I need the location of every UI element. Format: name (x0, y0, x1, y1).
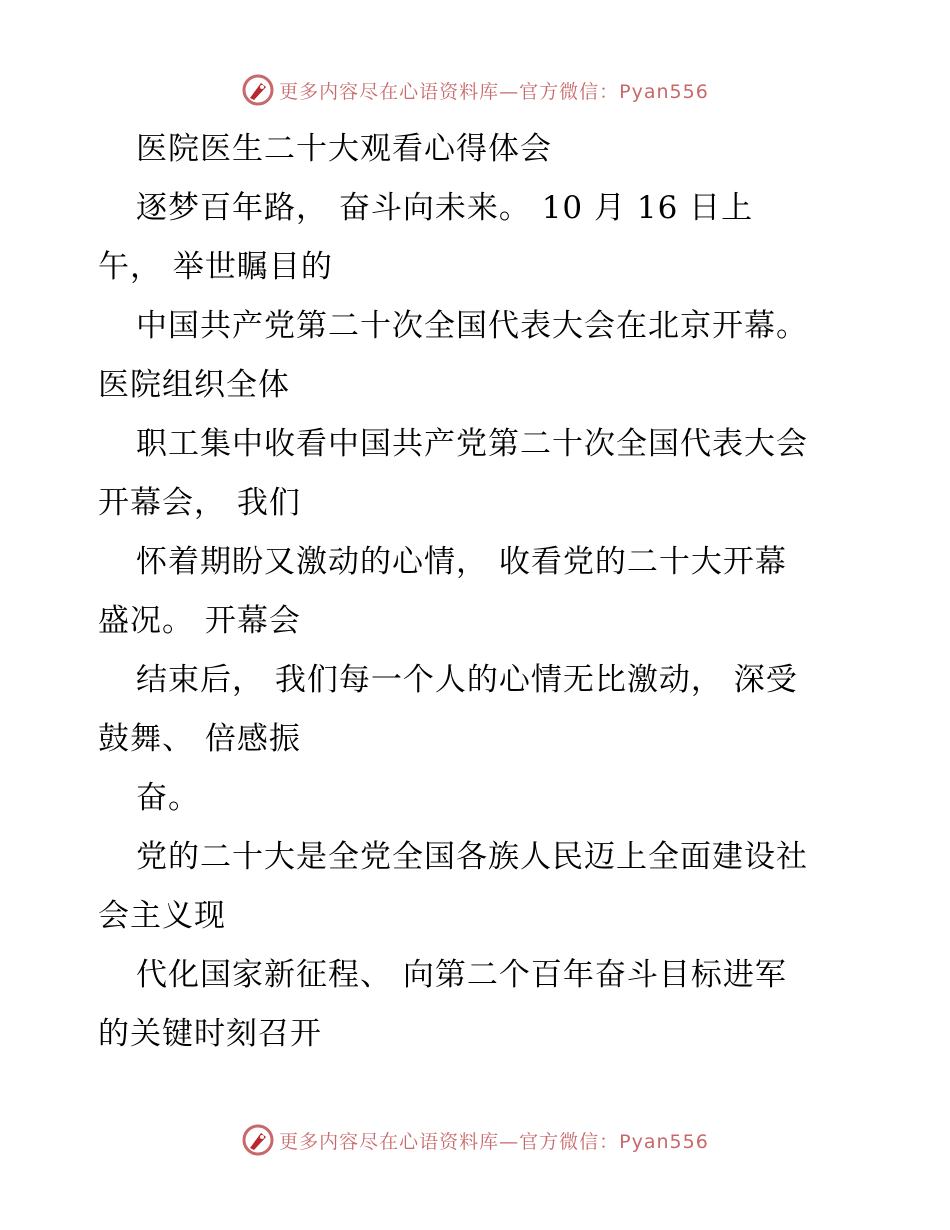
text-line: 开幕会， 我们 (98, 485, 301, 521)
pen-nib-logo-icon (241, 1123, 275, 1157)
text-line: 代化国家新征程、 向第二个百年奋斗目标进军 (136, 957, 787, 993)
text-line: 盛况。 开幕会 (98, 603, 301, 639)
footer-banner (0, 1120, 950, 1160)
header-banner-label: 更多内容尽在心语资料库—官方微信： (279, 80, 620, 103)
text-line: 会主义现 (98, 898, 226, 934)
text-line: 怀着期盼又激动的心情， 收看党的二十大开幕 (136, 544, 787, 580)
header-wechat-handle: Pyan556 (619, 80, 709, 103)
header-banner-text (279, 77, 709, 104)
text-line: 奋。 (136, 780, 200, 816)
text-line: 逐梦百年路， 奋斗向未来。 10 月 16 日上 (136, 190, 754, 226)
text-line: 的关键时刻召开 (98, 1016, 322, 1052)
text-line: 午， 举世瞩目的 (98, 249, 333, 285)
footer-wechat-handle: Pyan556 (619, 1130, 709, 1153)
text-line: 中国共产党第二十次全国代表大会在北京开幕。 (136, 308, 808, 344)
footer-banner-label: 更多内容尽在心语资料库—官方微信： (279, 1130, 620, 1153)
footer-banner-text (279, 1127, 709, 1154)
text-line: 鼓舞、 倍感振 (98, 721, 301, 757)
document-title: 医院医生二十大观看心得体会 (136, 131, 552, 167)
header-banner (0, 70, 950, 110)
document-body (98, 120, 858, 1064)
text-line: 结束后， 我们每一个人的心情无比激动， 深受 (136, 662, 798, 698)
text-line: 医院组织全体 (98, 367, 290, 403)
text-line: 党的二十大是全党全国各族人民迈上全面建设社 (136, 839, 808, 875)
pen-nib-logo-icon (241, 73, 275, 107)
text-line: 职工集中收看中国共产党第二十次全国代表大会 (136, 426, 808, 462)
